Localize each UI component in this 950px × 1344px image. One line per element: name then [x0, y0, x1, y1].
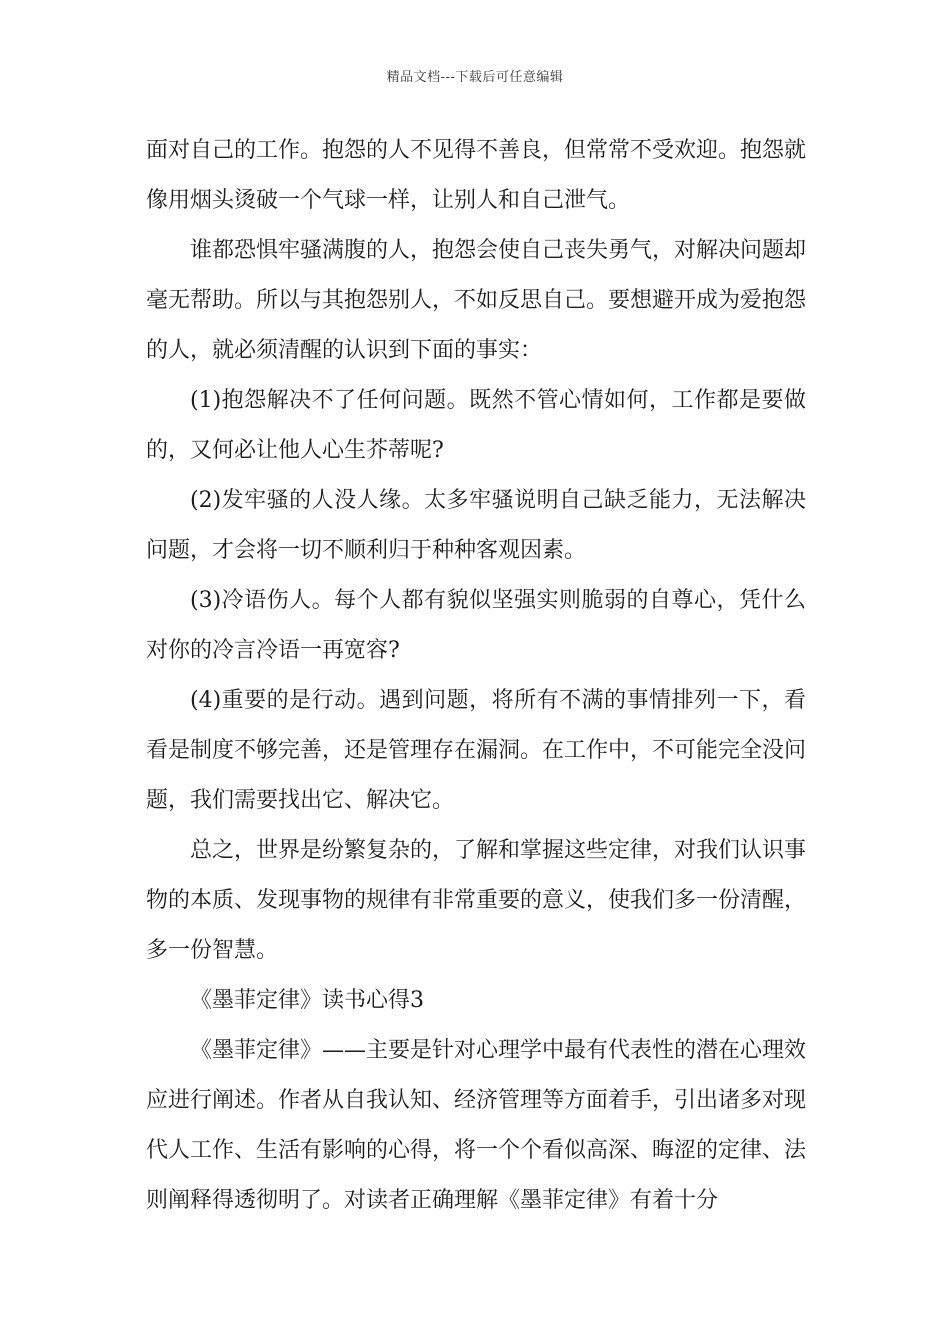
page-header: 精品文档---下载后可任意编辑	[386, 70, 564, 85]
list-item-2: (2)发牢骚的人没人缘。太多牢骚说明自己缺乏能力，无法解决问题，才会将一切不顺利归于种种客观因素。	[146, 488, 806, 563]
conclusion-paragraph: 总之，世界是纷繁复杂的，了解和掌握这些定律，对我们认识事物的本质、发现事物的规律有非常重要的意义，使我们多一份清醒，多一份智慧。	[146, 838, 807, 963]
list-item-1: (1)抱怨解决不了任何问题。既然不管心情如何，工作都是要做的，又何必让他人心生芥蒂呢?	[146, 388, 806, 463]
list-item-3: (3)冷语伤人。每个人都有貌似坚强实则脆弱的自尊心，凭什么对你的冷言冷语一再宽容?	[146, 588, 806, 663]
list-item-4: (4)重要的是行动。遇到问题，将所有不满的事情排列一下，看看是制度不够完善，还是管理存在漏洞。在工作中，不可能完全没问题，我们需要找出它、解决它。	[146, 688, 807, 813]
document-body	[146, 126, 806, 1226]
paragraph: 《墨菲定律》——主要是针对心理学中最有代表性的潜在心理效应进行阐述。作者从自我认知、经济管理等方面着手，引出诸多对现代人工作、生活有影响的心得，将一个个看似高深、晦涩的定律、法则阐释得透彻明了。对读者正确理解《墨菲定律》有着十分	[146, 1038, 807, 1213]
paragraph-continuation: 面对自己的工作。抱怨的人不见得不善良，但常常不受欢迎。抱怨就像用烟头烫破一个气球一样，让别人和自己泄气。	[146, 138, 807, 213]
section-heading: 《墨菲定律》读书心得3	[190, 988, 424, 1013]
paragraph: 谁都恐惧牢骚满腹的人，抱怨会使自己丧失勇气，对解决问题却毫无帮助。所以与其抱怨别人，不如反思自己。要想避开成为爱抱怨的人，就必须清醒的认识到下面的事实：	[146, 238, 807, 363]
